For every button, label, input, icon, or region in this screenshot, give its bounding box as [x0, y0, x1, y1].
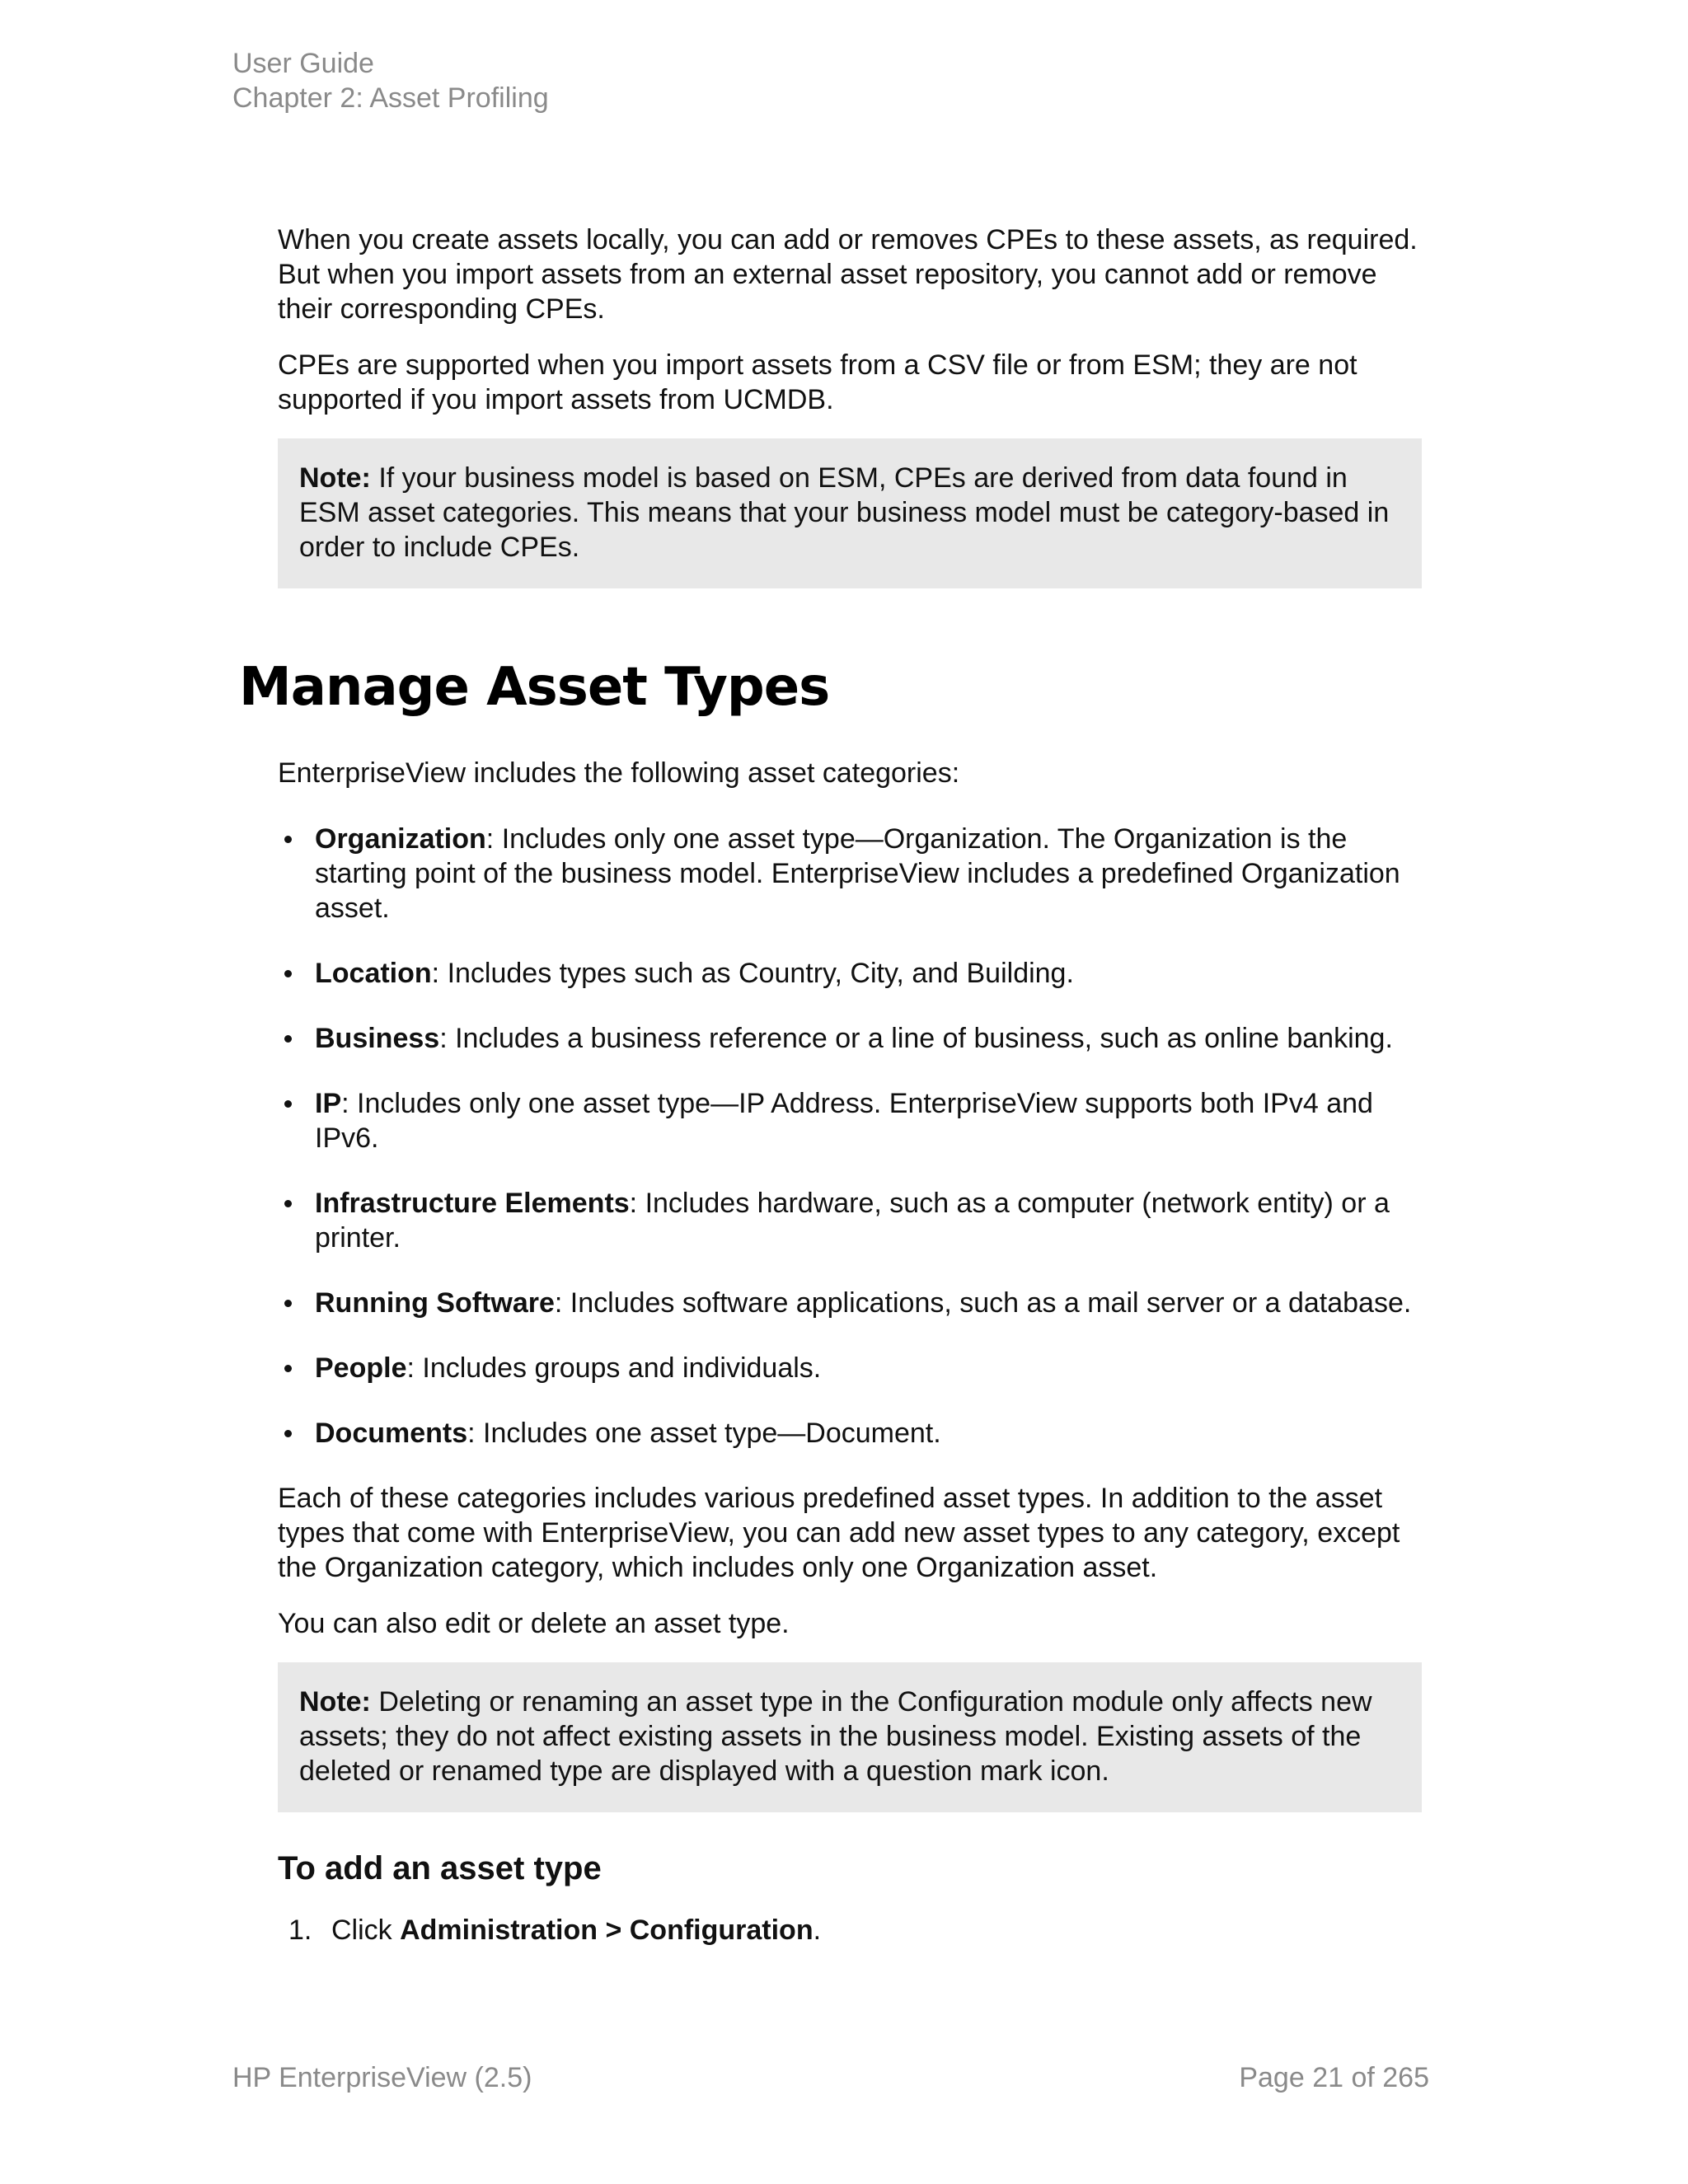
- section-intro: EnterpriseView includes the following asset categories:: [278, 757, 960, 789]
- category-desc: : Includes software applications, such as a mail server or a database.: [554, 1287, 1412, 1319]
- list-item: [278, 822, 1432, 926]
- category-desc: : Includes only one asset type—Organization. The Organization is the starting point of the business model. EnterpriseView includes a predefined Organization asset.: [315, 823, 1400, 924]
- list-item: [278, 956, 1432, 991]
- category-desc: : Includes types such as Country, City, and Building.: [431, 958, 1074, 989]
- bullet-icon: [284, 1430, 292, 1437]
- step-menu-path: Administration > Configuration: [400, 1915, 814, 1946]
- category-desc: : Includes groups and individuals.: [406, 1352, 822, 1384]
- list-item: [278, 1416, 1432, 1451]
- procedure-steps: [278, 1913, 1432, 1947]
- step-suffix: .: [813, 1915, 822, 1946]
- note-label: Note:: [299, 462, 371, 494]
- list-item: [278, 1351, 1432, 1385]
- footer-product: HP EnterpriseView (2.5): [232, 2062, 532, 2093]
- note-box-cpe: [278, 438, 1422, 588]
- category-term: People: [315, 1352, 407, 1384]
- list-item: [278, 1286, 1432, 1320]
- bullet-icon: [284, 1035, 292, 1043]
- category-list: [278, 822, 1432, 1451]
- step-number: 1.: [288, 1915, 312, 1946]
- bullet-icon: [284, 1300, 292, 1307]
- bullet-icon: [284, 1100, 292, 1108]
- note-box-delete: [278, 1662, 1422, 1812]
- list-item: [278, 1186, 1432, 1255]
- bullet-icon: [284, 1200, 292, 1207]
- category-term: Location: [315, 958, 432, 989]
- bullet-icon: [284, 1365, 292, 1372]
- intro-paragraph-2: CPEs are supported when you import assets from a CSV file or from ESM; they are not supported if you import assets from UCMDB.: [278, 349, 1357, 415]
- section-title: Manage Asset Types: [239, 657, 830, 718]
- procedure-title: To add an asset type: [278, 1850, 602, 1886]
- intro-paragraph-1: When you create assets locally, you can add or removes CPEs to these assets, as required. But when you import assets from an external asset repository, you cannot add or remove their corresponding CPEs.: [278, 224, 1418, 325]
- category-desc: : Includes hardware, such as a computer (network entity) or a printer.: [315, 1188, 1390, 1254]
- footer-page-number: Page 21 of 265: [1239, 2062, 1429, 2093]
- bullet-icon: [284, 836, 292, 843]
- category-term: Organization: [315, 823, 486, 855]
- note-label: Note:: [299, 1686, 371, 1718]
- category-desc: : Includes only one asset type—IP Address. EnterpriseView supports both IPv4 and IPv6.: [315, 1088, 1373, 1154]
- note-text: If your business model is based on ESM, CPEs are derived from data found in ESM asset categories. This means that your business model must be category-based in order to include CPEs.: [299, 462, 1390, 563]
- category-term: Infrastructure Elements: [315, 1188, 630, 1219]
- category-term: Documents: [315, 1418, 468, 1449]
- header-chapter-title: Chapter 2: Asset Profiling: [232, 82, 549, 114]
- category-term: Business: [315, 1023, 440, 1054]
- header-guide-title: User Guide: [232, 48, 374, 79]
- list-item: [278, 1086, 1432, 1155]
- after-paragraph-1: Each of these categories includes various predefined asset types. In addition to the asset types that come with EnterpriseView, you can add new asset types to any category, except the Organization category, which includes only one Organization asset.: [278, 1483, 1400, 1583]
- bullet-icon: [284, 970, 292, 977]
- category-desc: : Includes a business reference or a line of business, such as online banking.: [439, 1023, 1393, 1054]
- category-desc: : Includes one asset type—Document.: [467, 1418, 941, 1449]
- note-text: Deleting or renaming an asset type in the Configuration module only affects new assets; they do not affect existing assets in the business model. Existing assets of the deleted or renamed type are displayed with a question mark icon.: [299, 1686, 1372, 1787]
- category-term: Running Software: [315, 1287, 555, 1319]
- category-term: IP: [315, 1088, 342, 1119]
- after-paragraph-2: You can also edit or delete an asset type.: [278, 1608, 790, 1639]
- running-header: [232, 46, 549, 115]
- list-item: [278, 1021, 1432, 1056]
- step-item: [278, 1913, 1432, 1947]
- page-content: [239, 223, 1432, 1947]
- step-prefix: Click: [331, 1915, 401, 1946]
